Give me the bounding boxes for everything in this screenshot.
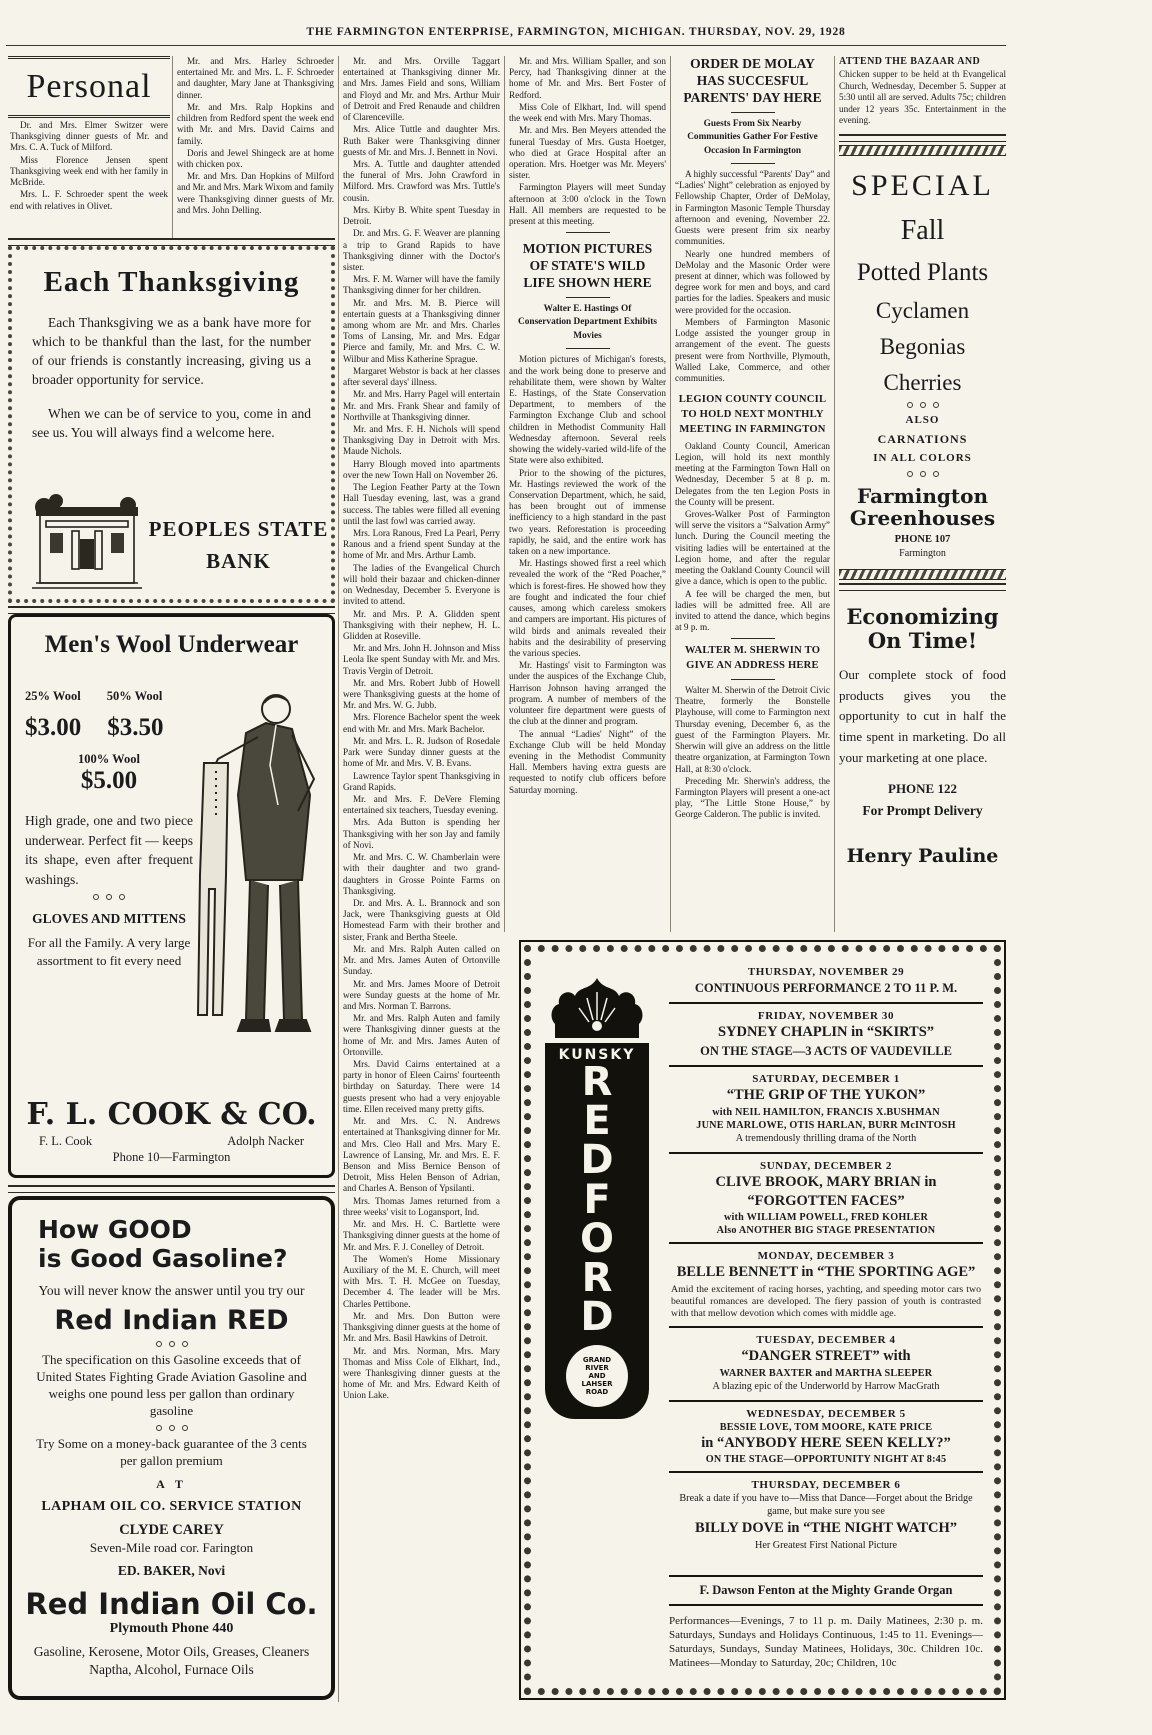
show-day: WEDNESDAY, DECEMBER 5 [746,1407,906,1420]
section-rule [839,583,1006,591]
economizing-phone: PHONE 122 [888,780,957,796]
headline-rule [731,638,775,639]
economizing-delivery: For Prompt Delivery [862,802,983,818]
owner-name: Adolph Nacker [227,1134,304,1148]
plant-name: Cherries [883,370,962,396]
sign-location-circle [566,1345,628,1407]
article-paragraph: The annual “Ladies' Night” of the Exchange Club will be held Monday evening in the Methodist Community Hall. Members having extra guests are requested to notify club officers before Saturday morning. [509,728,666,795]
sign-letter: D [580,1294,614,1341]
column-rule [338,56,339,1702]
greenhouse-city: Farmington [899,548,946,560]
personal-item: Mr. and Mrs. C. W. Chamberlain were with their daughter and two grand-daughters in Grosse Pointe Farms on Thanksgiving. [343,852,500,896]
show-line: BELLE BENNETT in “THE SPORTING AGE” [676,1264,976,1281]
greenhouse-phone: PHONE 107 [894,533,951,545]
personal-item: Mrs. Lora Ranous, Fred La Pearl, Perry Ranous and a friend spent Sunday at the home of Mr. and Mrs. Arthur Lamb. [343,527,500,561]
personal-item: Mrs. Kirby B. White spent Tuesday in Detroit. [343,204,500,227]
bank-name-line: BANK [206,548,271,573]
oil-company-phone: Plymouth Phone 440 [109,1621,234,1637]
bank-ad-headline: Each Thanksgiving [43,266,300,298]
personal-item: Dr. and Mrs. Elmer Switzer were Thanksgiving dinner guests of Mr. and Mrs. C. A. Tuck of Milford. [10,120,168,153]
sherwin-headline: WALTER M. SHERWIN TO GIVE AN ADDRESS HERE [684,645,821,672]
personal-item: Doris and Jewel Shingeck are at home with chicken pox. [177,147,334,169]
personal-item: Mr. and Mrs. H. C. Bartlette were Thanksgiving dinner guests at the home of Mr. and Mrs. F. J. Conelley of Detroit. [343,1219,500,1252]
economizing-headline [839,605,1006,653]
gas-ad-headline [38,1216,331,1274]
price-value: $5.00 [80,767,138,794]
dealer-name: CLYDE CAREY [119,1522,224,1539]
schedule-divider [669,1065,983,1067]
show-line: CONTINUOUS PERFORMANCE 2 TO 11 P. M. [694,981,958,995]
greenhouse-ad [839,168,1006,561]
show-line: BILLY DOVE in “THE NIGHT WATCH” [694,1520,958,1537]
kunsky-brand: KUNSKY [558,1047,636,1063]
greenhouse-plant-list [839,297,1006,397]
personal-item: Mr. and Mrs. M. B. Pierce will entertain guests at a Thanksgiving dinner among whom are Mr. and Mrs. Charles Toms of Lansing, Mr. and Mrs. Edgar Pierce and family, Mr. and Mrs. C. W. Wilbur and Miss Katherine Sprague. [343,297,500,364]
section-rule [839,134,1006,142]
personal-item: Mr. and Mrs. Ralph Auten and family were Thanksgiving dinner guests at the home of Mr. and Mrs. James Auten of Ortonville. [343,1013,500,1057]
masthead: THE FARMINGTON ENTERPRISE, FARMINGTON, MICHIGAN. THURSDAY, NOV. 29, 1928 [306,26,846,38]
show-day: FRIDAY, NOVEMBER 30 [757,1010,895,1022]
show-line: Amid the excitement of racing horses, yachting, and speeding motor cars two beautiful romances are developed. The fiery passion of youth is contrasted with that mellow devotion which comes with middle age. [671,1283,981,1320]
headline-rule [566,297,610,298]
price-label: 100% Wool [78,752,140,766]
personal-item: Mr. and Mrs. L. R. Judson of Rosedale Park were Sunday dinner guests at the home of Mr. and Mrs. V. B. Evans. [343,735,500,769]
legion-headline: LEGION COUNTY COUNCIL TO HOLD NEXT MONTHLY MEETING IN FARMINGTON [678,394,827,435]
owner-name: F. L. Cook [39,1134,93,1148]
dealer-name: ED. BAKER, Novi [117,1563,226,1579]
personals-column-3 [343,56,500,1702]
personal-item: Harry Blough moved into apartments over the new Town Hall on November 26. [343,458,500,480]
show-line: “DANGER STREET” with [741,1348,911,1365]
greenhouse-season: Fall [900,215,945,247]
ornament [839,471,1006,477]
gas-ad-body: Try Some on a money-back guarantee of the 3 cents per gallon premium [36,1435,307,1468]
headline-rule [566,348,610,349]
personal-item: Mr. and Mrs. Ben Meyers attended the funeral Tuesday of Mrs. Gusta Hoetger, who died at Grace Hospital after an operation. Mrs. Hoetger was Mr. Meyers' sister. [509,125,666,181]
location-line: ROAD [585,1388,609,1397]
column-rule [834,56,835,932]
oil-company-name: Red Indian Oil Co. [25,1587,318,1622]
price-label: 25% Wool [25,689,81,703]
personal-item: Lawrence Taylor spent Thanksgiving in Grand Rapids. [343,770,500,792]
greenhouse-carnations: CARNATIONS [877,432,968,447]
theatre-schedule [669,960,983,1671]
cook-phone: Phone 10—Farmington [112,1150,231,1164]
personal-item: Mrs. F. M. Warner will have the family Thanksgiving dinner for her children. [343,274,500,296]
sign-letter: F [583,1176,611,1223]
sign-letter: O [579,1215,614,1262]
demolay-article [675,169,830,384]
plant-name: Begonias [879,333,966,359]
show-line: “THE GRIP OF THE YUKON” [726,1087,926,1104]
wool-ad-body: High grade, one and two piece underwear. Perfect fit — keeps its shape, even after frequent washings. [25,813,193,887]
article-paragraph: Members of Farmington Masonic Lodge assisted the younger group in arrangement of the event. The guests present were from Northville, Plymouth, Walled Lake, Commerce, and other communities. [675,316,830,383]
bank-name [146,514,331,577]
personal-item: Mr. and Mrs. F. H. Nichols will spend Thanksgiving Day in Detroit with Mrs. Maude Nichols. [343,424,500,457]
price-100-wool [25,752,193,795]
bank-ad-paragraph: When we can be of service to you, come in and see us. You will always find a welcome here. [32,405,311,440]
personal-item: The Women's Home Missionary Auxiliary of the M. E. Church, will meet with Mrs. T. H. McGee on Tuesday, December 4. The leader will be Mrs. Charles Pettibone. [343,1253,500,1309]
show-day: MONDAY, DECEMBER 3 [757,1250,895,1263]
headline-rule [731,163,775,164]
organ-line: F. Dawson Fenton at the Mighty Grande Organ [669,1575,983,1606]
personal-item: Mr. and Mrs. William Spaller, and son Percy, had Thanksgiving dinner at the home of Mr. and Mrs. Bert Foster of Redford. [509,56,666,100]
show-line: CLIVE BROOK, MARY BRIAN in [715,1173,937,1190]
section-rule [8,606,335,614]
personal-item: Mr. and Mrs. Dan Hopkins of Milford and Mr. and Mrs. Mark Wixom and family were Thanksgiving dinner guests of Mr. and Mrs. John Delling. [177,171,334,215]
show-line: ON THE STAGE—3 ACTS OF VAUDEVILLE [700,1044,952,1059]
personal-item: Mr. and Mrs. Orville Taggart entertained at Thanksgiving dinner Mr. and Mrs. James Field and sons, William and Floyd and Mr. and Mrs. Arthur Muir of Detroit and Fred Renaude and children of Clarenceville. [343,56,500,123]
oil-products-list: Gasoline, Kerosene, Motor Oils, Greases, Cleaners Naptha, Alcohol, Furnace Oils [33,1644,310,1677]
demolay-headline: ORDER DE MOLAY HAS SUCCESFUL PARENTS' DAY HERE [683,56,822,105]
bank-building-illustration [28,491,146,591]
personal-item: Mr. and Mrs. Robert Jubb of Howell were Thanksgiving guests at the home of Mr. and Mrs. W. G. Jubb. [343,677,500,711]
show-day: SUNDAY, DECEMBER 2 [760,1159,892,1172]
personal-item: Mr. and Mrs. John H. Johnson and Miss Leola Ike spent Sunday with Mr. and Mrs. Travis Vergin of Detroit. [343,643,500,676]
price-label: 50% Wool [106,689,163,703]
economizing-headline-line: Economizing [846,603,999,629]
redford-theatre-ad [519,940,1006,1700]
show-line: SYDNEY CHAPLIN in “SKIRTS” [717,1024,935,1040]
personal-item: Mrs. A. Tuttle and daughter attended the funeral of Mrs. John Crawford in Milford. Mrs. Crawford was Mrs. Tuttle's cousin. [343,158,500,203]
section-rule [8,238,335,246]
wool-ad-left-column [25,679,193,970]
motion-pictures-headline: MOTION PICTURES OF STATE'S WILD LIFE SHOWN HERE [522,241,653,291]
price-value: $3.00 [25,714,82,741]
bazaar-heading: ATTEND THE BAZAAR AND [839,56,981,67]
personal-item: Mr. and Mrs. Harley Schroeder entertained Mr. and Mrs. L. F. Schroeder and daughter, Mary Jane at Thanksgiving dinner. [177,56,334,100]
price-value: $3.50 [107,714,164,741]
decorative-border [839,145,1006,156]
column-6 [839,56,1006,932]
cook-firm-name: F. L. COOK & CO. [26,1097,317,1132]
motion-pictures-subhead: Walter E. Hastings Of Conservation Department Exhibits Movies [518,303,657,341]
article-paragraph: Mr. Hastings showed first a reel which revealed the work of the “Red Poacher,” which is forest-fires. He showed how they are fought and indicated the four chief causes, among which careless smokers and campers are important. His pictures of wild birds and animals revealed their habits and the desirability of preserving the various species. [509,558,666,658]
personals-column-2 [177,56,334,238]
personal-item: The ladies of the Evangelical Church will hold their bazaar and chicken-dinner on Wednesday, December 5. Everyone is invited to attend. [343,562,500,607]
article-paragraph: Walter M. Sherwin of the Detroit Civic Theatre, formerly the Bonstelle Playhouse, will come to Farmington next Thursday evening, December 6, as the guest of the Farmington Players. Mr. Sherwin will give an address on the little theatre organization, at Farmington Town Hall, at 8:30 o'clock. [675,685,830,774]
grocer-name: Henry Pauline [846,845,999,868]
article-paragraph: A fee will be charged the men, but ladies will be admitted free. All are invited to attend the dance, which begins at 9 p. m. [675,588,830,633]
bank-ad-footer [12,491,331,591]
bank-name-line: PEOPLES STATE [148,517,329,541]
article-paragraph: Oakland County Council, American Legion, will hold its next monthly meeting at the Farmington Town Hall on Wednesday, December 5 at 8 p. m. Delegates from the ten Legion Posts in the County will be present. [675,440,830,507]
schedule-divider [669,1002,983,1004]
personal-item: Margaret Webstor is back at her classes after several days' illness. [343,365,500,388]
price-values [25,714,193,742]
personals-column-1 [10,120,168,238]
dealer-address: Seven-Mile road cor. Farington [89,1540,254,1556]
bank-ad-paragraph: Each Thanksgiving we as a bank have more for which to be thankful than the last, for the number of our friends is constantly increasing, giving us a broader opportunity for service. [32,315,311,388]
greenhouse-firm-name: Farmington Greenhouses [849,483,996,530]
show-line: A blazing epic of the Underworld by Harrow MacGrath [712,1380,940,1392]
owners-row [11,1132,332,1149]
show-day: THURSDAY, DECEMBER 6 [751,1478,901,1491]
show-line: WARNER BAXTER and MARTHA SLEEPER [719,1367,933,1379]
personals-column-4 [509,56,666,227]
gloves-heading: GLOVES AND MITTENS [32,911,186,927]
location-line: GRAND [582,1356,612,1365]
motion-pictures-article [509,354,666,796]
wool-ad-footer [11,1097,332,1165]
personal-item: Mr. and Mrs. Norman, Mrs. Mary Thomas and Miss Cole of Elkhart, Ind., were Thanksgiving dinner guests at the home of Mr. and Mrs. Edward Keith of Union Lake. [343,1345,500,1401]
personal-item: Mrs. David Cairns entertained at a party in honor of Eleen Cairns' fourteenth birthday on Saturday. There were 14 guests present who had a very enjoyable time. Ellen received many pretty gifts. [343,1059,500,1114]
show-line: ON THE STAGE—OPPORTUNITY NIGHT AT 8:45 [705,1453,947,1465]
economizing-headline-line: On Time! [867,627,978,653]
article-paragraph: Preceding Mr. Sherwin's address, the Farmington Players will present a one-act play, “The Little Stone House,” by George Calderon. The public is invited. [675,775,830,820]
economizing-body: Our complete stock of food products gives you the opportunity to cut in half the time spent in marketing. Do all your marketing at one place. [839,666,1006,765]
greenhouse-also: ALSO [905,414,940,427]
section-rule [8,1185,335,1193]
ornament [25,894,193,900]
peoples-state-bank-ad [8,246,335,603]
gas-product-name: Red Indian RED [54,1305,289,1337]
personal-item: Mr. and Mrs. Ralp Hopkins and children from Redford spent the week end with Mr. and Mrs. David Cairns and family. [177,101,334,146]
station-name: LAPHAM OIL CO. SERVICE STATION [41,1499,302,1515]
personal-item: Mr. and Mrs. P. A. Glidden spent Thanksgiving with their nephew, H. L. Glidden at Roseville. [343,608,500,641]
gas-headline-line: is Good Gasoline? [38,1243,288,1273]
performances-info: Performances—Evenings, 7 to 11 p. m. Daily Matinees, 2:30 p. m. Saturdays, Sundays and Holidays Continuous, 1:45 to 11. Evenings—Saturdays, Sundays, Sunday Matinees, Holidays, 30c. Children 10c. Matinees—Monday to Saturday, 20c; Children, 10c [669,1614,983,1670]
show-line: Also ANOTHER BIG STAGE PRESENTATION [716,1225,936,1237]
man-with-underwear-illustration [180,675,326,1055]
schedule-divider [669,1400,983,1402]
sign-letter: E [583,1098,611,1145]
demolay-subhead: Guests From Six Nearby Communities Gather For Festive Occasion In Farmington [687,118,818,156]
personal-section-header [8,56,170,118]
personal-item: Miss Cole of Elkhart, Ind. will spend the week end with Mrs. Mary Thomas. [509,101,666,124]
location-line: LAHSER [581,1380,613,1389]
gas-ad-body: The specification on this Gasoline exceeds that of United States Fighting Grade Aviation Gasoline and weighs one pound less per gallon than ordinary gasoline [36,1352,307,1418]
article-paragraph: Motion pictures of Michigan's forests, and the work being done to preserve and rehabilitate them, were shown by Walter E. Hastings, of the State Conservation Department, to members of the Farmington Exchange Club and school children in Methodist Community Hall Wednesday afternoon. Several reels showing the widely-varied wild-life of the State were also exhibited. [509,354,666,466]
show-line: JUNE MARLOWE, OTIS HARLAN, BURR McINTOSH [696,1119,956,1131]
show-line: with NEIL HAMILTON, FRANCIS X.BUSHMAN [712,1106,940,1118]
personal-item: Dr. and Mrs. G. F. Weaver are planning a trip to Grand Rapids to have Thanksgiving dinner with the Doctor's sister. [343,228,500,272]
personal-item: Mrs. Alice Tuttle and daughter Mrs. Ruth Baker were Thanksgiving dinner guests of Mr. and Mrs. J. Bennett in Novi. [343,124,500,157]
legion-article [675,441,830,634]
personal-item: Mrs. Ada Button is spending her Thanksgiving with her son Jay and family of Novi. [343,817,500,850]
bazaar-body: Chicken supper to be held at th Evangelical Church, Wednesday, December 5. Supper at 5:30 until all are served. Adults 75c; children under 12 years 35c. Entertainment in the evening. [839,69,1006,126]
show-line: BESSIE LOVE, TOM MOORE, KATE PRICE [719,1421,933,1433]
personal-item: Mrs. L. F. Schroeder spent the week end with relatives in Olivet. [10,189,168,211]
schedule-divider [669,1326,983,1328]
plant-name: Cyclamen [875,297,970,323]
price-labels [25,689,193,704]
personal-item: Mr. and Mrs. Ralph Auten called on Mr. and Mrs. James Auten of Ortonville Sunday. [343,943,500,977]
schedule-divider [669,1152,983,1154]
kunsky-redford-sign [545,976,649,1419]
show-day: TUESDAY, DECEMBER 4 [756,1334,896,1347]
show-day: SATURDAY, DECEMBER 1 [752,1073,900,1086]
schedule-divider [669,1242,983,1244]
column-5 [675,56,830,932]
ornament [12,1425,331,1431]
sign-letter: R [581,1254,613,1301]
greenhouse-special: SPECIAL [851,168,994,202]
personal-title: Personal [26,68,152,105]
sign-body [545,1043,649,1419]
schedule-divider [669,1471,983,1473]
greenhouse-colors: IN ALL COLORS [873,452,972,465]
column-rule [504,56,505,932]
personal-item: Dr. and Mrs. A. L. Brannock and son Jack, were Thanksgiving guests at Old Homestead Farm with their brother and sister, Frank and Bertha Steele. [343,897,500,942]
personal-item: Mr. and Mrs. Don Button were Thanksgiving dinner guests at the home of Mr. and Mrs. Basil Hawkins of Detroit. [343,1310,500,1344]
personal-item: Farmington Players will meet Sunday afternoon at 3:00 o'clock in the Town Hall. All members are requested to be present at this meeting. [509,182,666,227]
red-indian-gasoline-ad [8,1196,335,1700]
headline-rule [731,112,775,113]
sherwin-article [675,685,830,821]
gas-at: A T [156,1477,187,1492]
show-line: Her Greatest First National Picture [754,1539,898,1551]
show-line: with WILLIAM POWELL, FRED KOHLER [723,1212,929,1224]
column-4 [509,56,666,932]
show-line: “FORGOTTEN FACES” [747,1192,905,1209]
show-line: in “ANYBODY HERE SEEN KELLY?” [701,1434,951,1451]
location-line: RIVER [585,1364,609,1373]
article-paragraph: Mr. Hastings' visit to Farmington was under the auspices of the Exchange Club, Harrison Johnson having arranged the program. A number of members of the volunteer fire department were guests of the club at the dinner and program. [509,660,666,727]
personal-item: Mrs. Thomas James returned from a three weeks' visit to Logansport, Ind. [343,1195,500,1217]
ornament [12,1341,331,1347]
article-paragraph: Prior to the showing of the pictures, Mr. Hastings reviewed the work of the Conservation Department, which, he said, has been brought out of immense inefficiency to a high standard in the past two years. Reforestation is proceeding rapidly, he said, and the entire work has taken on a new importance. [509,467,666,557]
column-rule [670,56,671,932]
mens-wool-underwear-ad [8,614,335,1178]
greenhouse-product: Potted Plants [856,259,989,287]
personal-item: The Legion Feather Party at the Town Hall Tuesday evening, last, was a grand success. The tables were filled all evening until the last fowl was carried away. [343,482,500,526]
show-line: Break a date if you have to—Miss that Dance—Forget about the Bridge game, but make sure you see [679,1492,973,1517]
show-line: A tremendously thrilling drama of the North [735,1132,917,1144]
column-rule [172,56,173,238]
personal-item: Mrs. Florence Bachelor spent the week end with Mr. and Mrs. Mark Bachelor. [343,712,500,734]
decorative-border [839,569,1006,580]
theater-schedule [669,966,983,1553]
personal-item: Mr. and Mrs. F. DeVere Fleming entertained six teachers, Tuesday evening. [343,794,500,816]
wool-ad-title: Men's Wool Underwear [44,631,299,658]
personal-item: Mr. and Mrs. James Moore of Detroit were Sunday guests at the home of Mr. and Mrs. Norman T. Barrons. [343,978,500,1011]
article-paragraph: Nearly one hundred members of DeMolay and the Masonic Order were present at dinner, which was followed by degree work for men and boys, and card parties for the ladies. Speakers and music were provided for the occasion. [675,248,830,315]
article-paragraph: A highly successful “Parents' Day” and “Ladies' Night” celebration as enjoyed by Fellowship Chapter, Order of DeMolay, in Farmington Masonic Temple Thursday afternoon and evening, November 22. Guests were present frim six nearby communities. [675,169,830,247]
personal-item: Mr. and Mrs. Harry Pagel will entertain Mr. and Mrs. Frank Shear and family of Northville at Thanksgiving dinner. [343,389,500,422]
sign-letter: R [581,1059,613,1105]
headline-rule [731,679,775,680]
sign-letter: D [580,1137,614,1184]
personal-item: Miss Florence Jensen spent Thanksgiving week end with her family in McBride. [10,154,168,188]
location-line: AND [588,1372,606,1381]
headline-rule [566,232,610,233]
gloves-body: For all the Family. A very large assortment to fit every need [27,934,191,968]
ornament [839,402,1006,408]
sign-crown-ornament [545,976,649,1038]
personal-item: Mr. and Mrs. C. N. Andrews entertained at Thanksgiving dinner for Mr. and Mrs. Cleo Hall and Mrs. Mary E. Lawrence of Lansing, Mr. and Mrs. E. F. Benson and Miss Bernice Benson of Detroit, Miss Helen Benson of Adrian, and Charles A. Benson of Ypsilanti. [343,1116,500,1194]
masthead-rule [6,45,1006,46]
show-day: THURSDAY, NOVEMBER 29 [747,966,905,978]
article-paragraph: Groves-Walker Post of Farmington will serve the visitors a “Salvation Army” lunch. During the Council meeting the visiting ladies will be entertained at the Legion home, and after the regular meeting the Oakland County Council will give a dance, which is open to the public. [675,508,830,587]
gas-headline-line: How GOOD [38,1215,192,1244]
redford-letters [545,1059,649,1341]
gas-ad-subline: You will never know the answer until you try our [38,1282,305,1298]
